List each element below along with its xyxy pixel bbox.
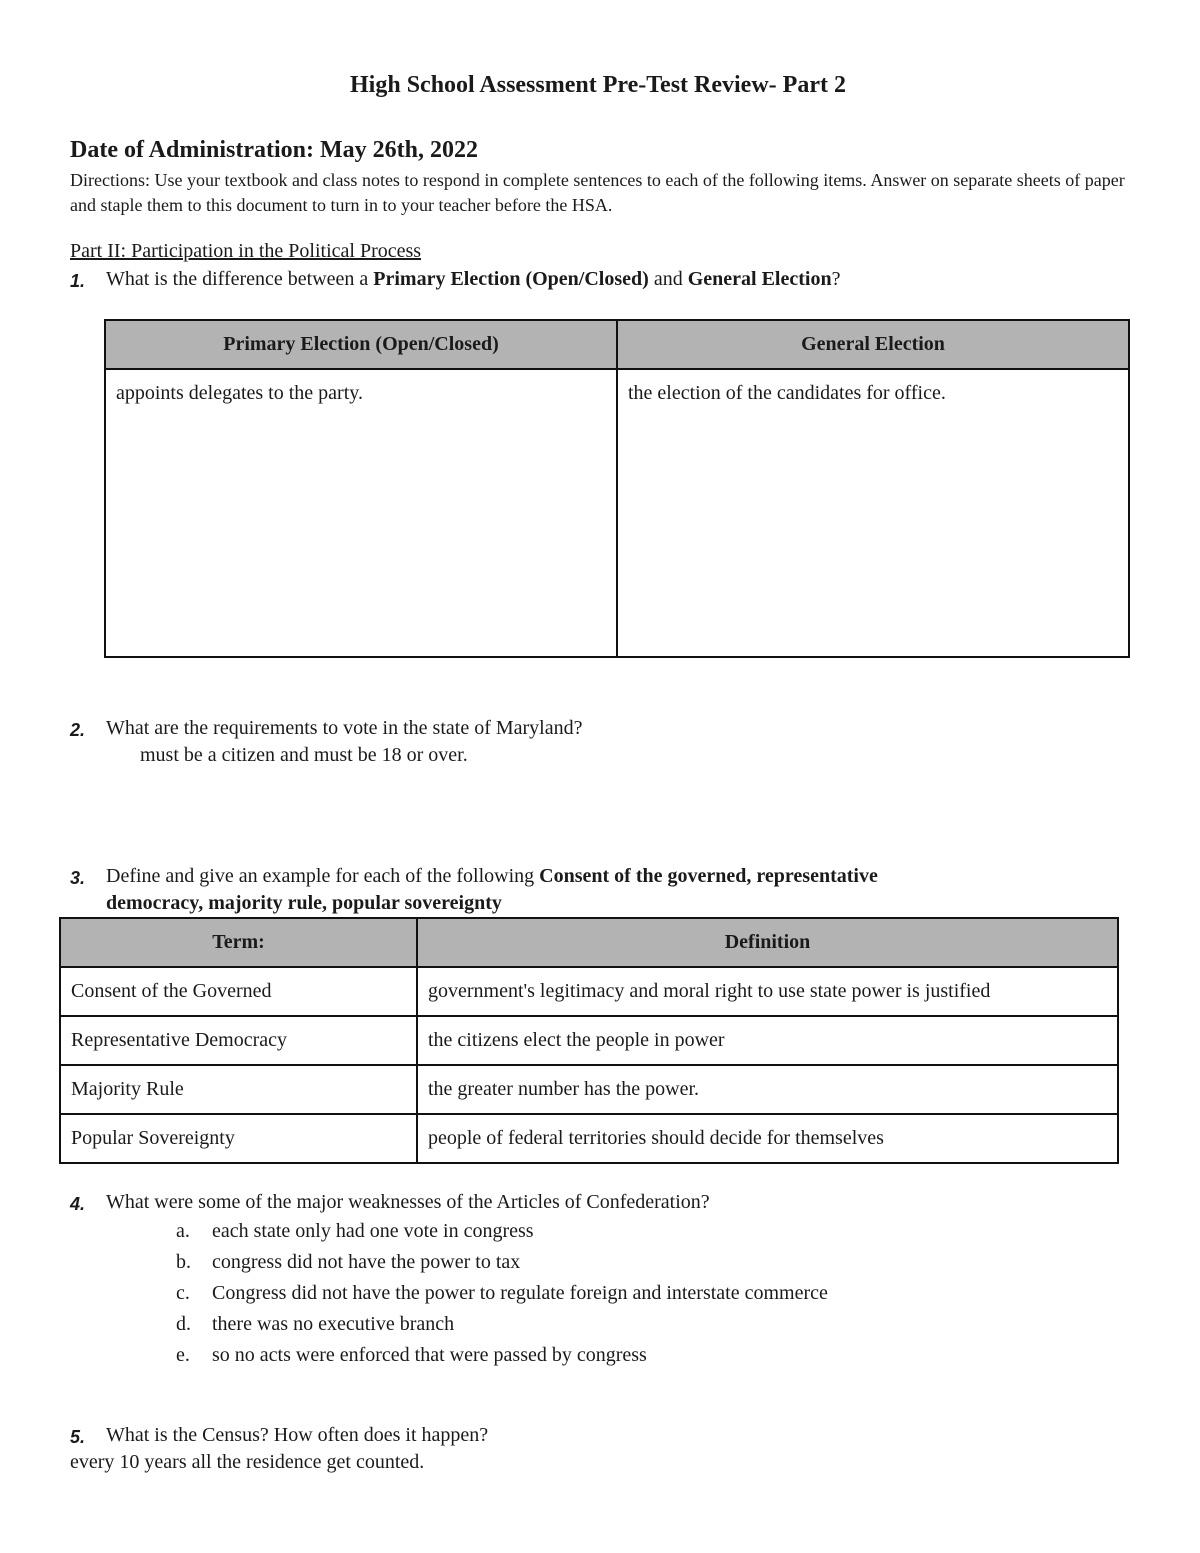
- question-number: 4.: [70, 1194, 86, 1214]
- term-cell: Representative Democracy: [60, 1016, 417, 1065]
- question-2: [0, 715, 1200, 775]
- table-row: [60, 1065, 1118, 1114]
- list-item: a. each state only had one vote in congress: [176, 1220, 534, 1242]
- question-3: [0, 863, 1200, 919]
- document-title: High School Assessment Pre-Test Review- Part 2: [350, 72, 846, 98]
- list-item: c. Congress did not have the power to regulate foreign and interstate commerce: [176, 1282, 828, 1304]
- terms-definition-table: [59, 917, 1119, 1164]
- question-5: [0, 1422, 1200, 1482]
- general-election-answer: the election of the candidates for office.: [617, 369, 1129, 657]
- question-number: 5.: [70, 1427, 86, 1447]
- question-number: 2.: [70, 720, 86, 740]
- table-header: General Election: [617, 320, 1129, 369]
- election-comparison-table: [104, 319, 1130, 658]
- definition-cell: the greater number has the power.: [417, 1065, 1118, 1114]
- question-number: 1.: [70, 271, 86, 291]
- answer-text: must be a citizen and must be 18 or over.: [140, 744, 468, 766]
- question-text: Define and give an example for each of the following Consent of the governed, representative: [106, 865, 878, 887]
- answer-text: every 10 years all the residence get counted.: [70, 1451, 425, 1473]
- term-cell: Majority Rule: [60, 1065, 417, 1114]
- definition-cell: the citizens elect the people in power: [417, 1016, 1118, 1065]
- table-header: Definition: [417, 918, 1118, 967]
- question-1: [0, 266, 1200, 294]
- administration-date: Date of Administration: May 26th, 2022: [70, 137, 478, 163]
- question-text: What is the difference between a Primary Election (Open/Closed) and General Election?: [106, 268, 841, 290]
- question-number: 3.: [70, 868, 86, 888]
- primary-election-answer: appoints delegates to the party.: [105, 369, 617, 657]
- table-header: Primary Election (Open/Closed): [105, 320, 617, 369]
- term-cell: Popular Sovereignty: [60, 1114, 417, 1163]
- question-4: [0, 1189, 1200, 1217]
- table-row: [60, 1114, 1118, 1163]
- weaknesses-list: [176, 1218, 828, 1373]
- part-heading: Part II: Participation in the Political Process: [70, 240, 422, 262]
- table-header: Term:: [60, 918, 417, 967]
- list-item: b. congress did not have the power to tax: [176, 1251, 521, 1273]
- term-cell: Consent of the Governed: [60, 967, 417, 1016]
- directions-text: Directions: Use your textbook and class notes to respond in complete sentences to each of the following items. Answer on separate sheets of paper and staple them to this document to turn in to your teacher before the HSA.: [70, 170, 1125, 215]
- list-item: d. there was no executive branch: [176, 1313, 455, 1335]
- table-row: [60, 967, 1118, 1016]
- table-row: [60, 1016, 1118, 1065]
- list-item: e. so no acts were enforced that were passed by congress: [176, 1344, 647, 1366]
- question-text: What is the Census? How often does it happen?: [106, 1424, 489, 1446]
- question-text-continued: democracy, majority rule, popular sovereignty: [106, 892, 502, 914]
- question-text: What are the requirements to vote in the state of Maryland?: [106, 717, 583, 739]
- question-text: What were some of the major weaknesses of the Articles of Confederation?: [106, 1191, 710, 1213]
- definition-cell: government's legitimacy and moral right to use state power is justified: [417, 967, 1118, 1016]
- definition-cell: people of federal territories should decide for themselves: [417, 1114, 1118, 1163]
